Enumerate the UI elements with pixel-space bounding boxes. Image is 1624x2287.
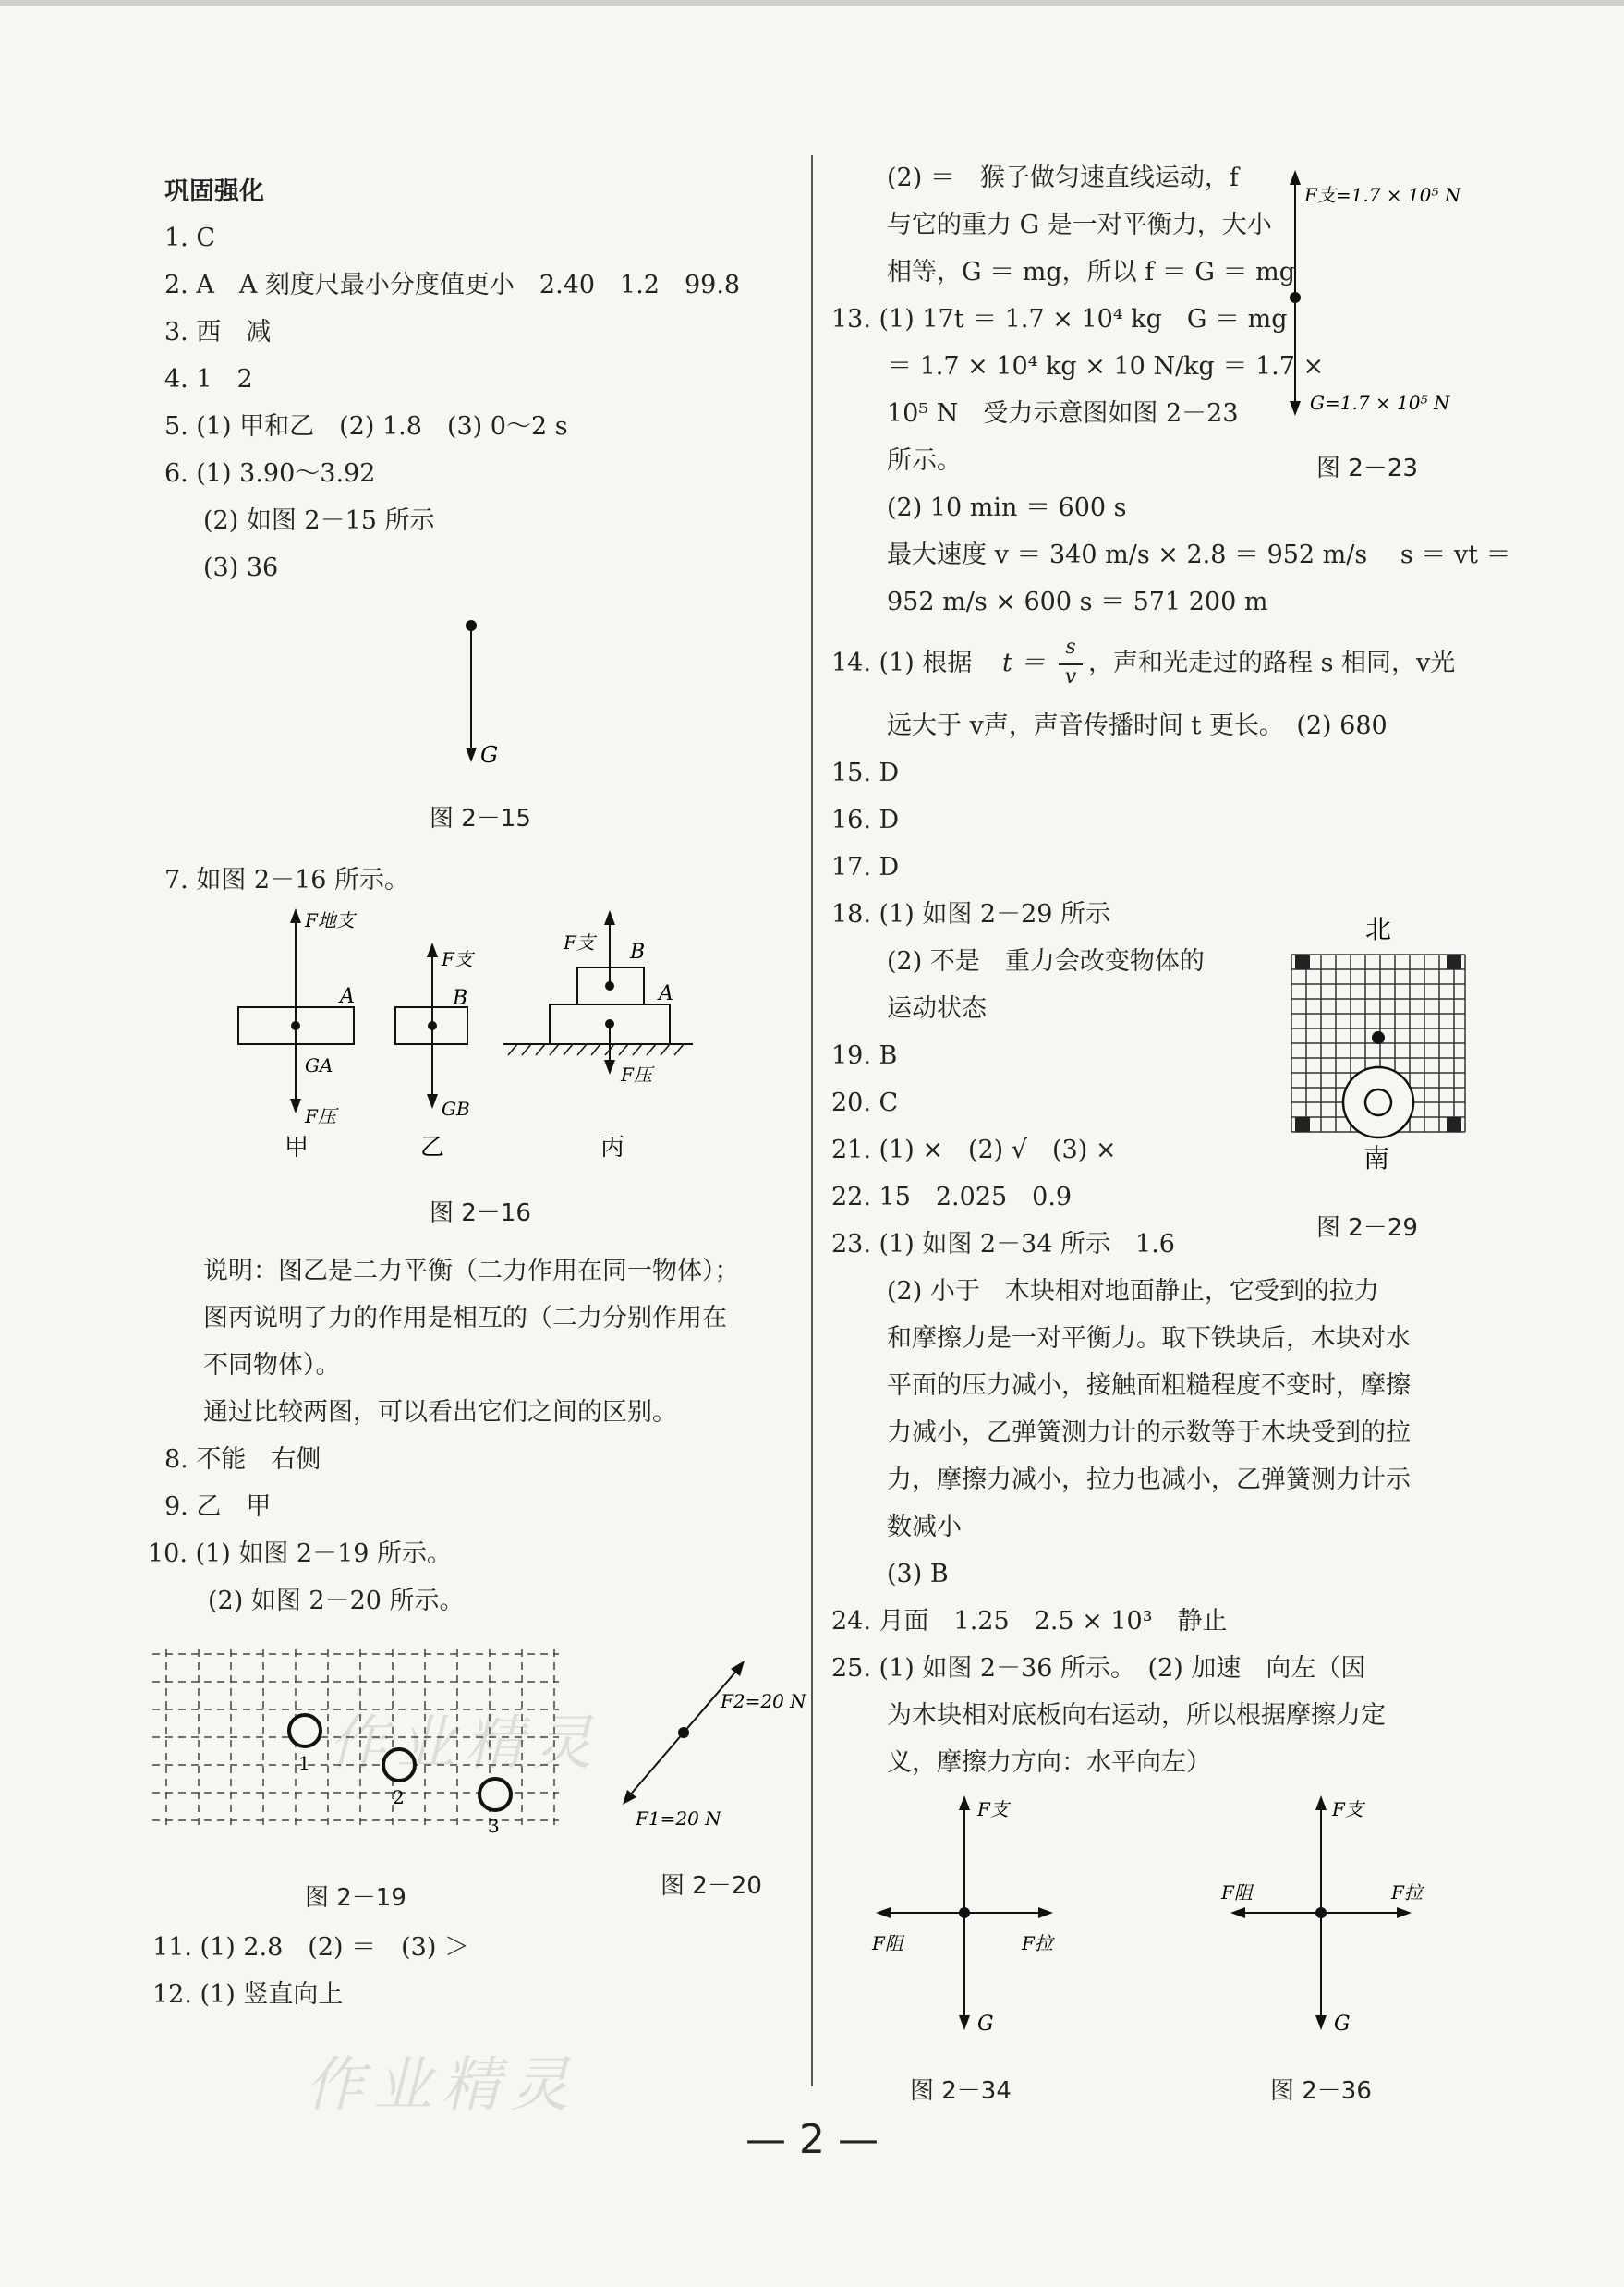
- answer-line: (3) 36: [203, 554, 279, 582]
- answer-line: 最大速度 v ＝ 340 m/s × 2.8 ＝ 952 m/s s ＝ vt ＝: [887, 541, 1511, 569]
- subfig-label: 丙: [600, 1134, 625, 1162]
- answer-line: 10. (1) 如图 2－19 所示。: [148, 1539, 453, 1568]
- answer-line: (2) 不是 重力会改变物体的: [887, 947, 1205, 976]
- arrow-head: [959, 1795, 970, 1810]
- explain-line: 通过比较两图，可以看出它们之间的区别。: [203, 1398, 677, 1427]
- answer-line: 力减小，乙弹簧测力计的示数等于木块受到的拉: [887, 1418, 1411, 1447]
- label-f-dizhi: F地支: [305, 909, 355, 931]
- point-marker: [1372, 1031, 1385, 1044]
- force-arrow-f1: [628, 1733, 684, 1797]
- label-f-zu: F阻: [872, 1932, 903, 1954]
- figure-2-23: [1284, 166, 1478, 434]
- corner-block: [1447, 1117, 1461, 1132]
- formula-t: t ＝: [1002, 649, 1046, 677]
- top-border: [0, 0, 1624, 6]
- answer-line: 2. A A 刻度尺最小分度值更小 2.40 1.2 99.8: [164, 271, 741, 299]
- answer-line: 数减小: [887, 1513, 962, 1541]
- arrow-head: [427, 1094, 438, 1109]
- arrow-head: [1315, 1795, 1327, 1810]
- answer-line: 17. D: [831, 853, 900, 882]
- answer-line: 15. D: [831, 759, 900, 787]
- answer-line: (2) 小于 木块相对地面静止，它受到的拉力: [887, 1277, 1379, 1306]
- answer-line: 19. B: [831, 1041, 898, 1070]
- answer-line: 24. 月面 1.25 2.5 × 10³ 静止: [831, 1607, 1228, 1636]
- figure-caption: 图 2－34: [910, 2077, 1012, 2105]
- arrow-head: [1397, 1907, 1412, 1918]
- subfig-label: 甲: [285, 1134, 309, 1162]
- answer-line: 8. 不能 右侧: [164, 1445, 321, 1474]
- ball-label: 1: [298, 1752, 310, 1774]
- label-ga: GA: [305, 1054, 333, 1077]
- label-f-zhi: F支: [564, 931, 595, 954]
- label-f-zhi: F支: [977, 1798, 1009, 1820]
- label-f-zhi: F支: [1332, 1798, 1363, 1820]
- answer-line: 4. 1 2: [164, 365, 253, 394]
- figure-2-20: [610, 1649, 813, 1843]
- answer-line: (2) 如图 2－20 所示。: [208, 1587, 465, 1615]
- answer-line: 1. C: [164, 224, 216, 252]
- answer-line: 6. (1) 3.90～3.92: [164, 459, 376, 488]
- figure-caption: 图 2－20: [661, 1872, 762, 1900]
- arrow-head: [1290, 170, 1301, 185]
- answer-line: (2) 10 min ＝ 600 s: [887, 493, 1127, 522]
- answer-line: 12. (1) 竖直向上: [152, 1980, 344, 2009]
- section-heading: 巩固强化: [164, 177, 264, 206]
- label-a: A: [659, 982, 673, 1005]
- figure-caption: 图 2－16: [430, 1199, 531, 1227]
- answer-line: 力，摩擦力减小，拉力也减小，乙弹簧测力计示: [887, 1466, 1411, 1494]
- answer-line: (3) B: [887, 1560, 949, 1588]
- label-gb: GB: [442, 1098, 470, 1120]
- ball-position-1: [289, 1715, 321, 1746]
- answer-line: 平面的压力减小，接触面粗糙程度不变时，摩擦: [887, 1371, 1411, 1400]
- watermark: 作业精灵: [328, 1709, 601, 1778]
- label-f-la: F拉: [1391, 1881, 1423, 1904]
- figure-caption: 图 2－19: [305, 1884, 406, 1912]
- answer-line: 14. (1) 根据: [831, 649, 973, 677]
- ball-label: 2: [393, 1786, 405, 1808]
- answer-line: 远大于 v声，声音传播时间 t 更长。 (2) 680: [887, 712, 1388, 740]
- label-g: G: [977, 2013, 994, 2036]
- explain-line: 不同物体）。: [203, 1351, 341, 1380]
- label-g: G: [480, 742, 499, 768]
- corner-block: [1295, 1117, 1310, 1132]
- answer-line: 7. 如图 2－16 所示。: [164, 866, 410, 894]
- label-f-la: F拉: [1022, 1932, 1053, 1954]
- answer-line: 所示。: [887, 446, 962, 475]
- ring-inner: [1365, 1089, 1391, 1115]
- figure-2-16: [231, 901, 785, 1169]
- arrow-head: [959, 2015, 970, 2030]
- answer-line: 13. (1) 17t ＝ 1.7 × 10⁴ kg G ＝ mg: [831, 305, 1288, 334]
- answer-line: 11. (1) 2.8 (2) ＝ (3) ＞: [152, 1933, 469, 1962]
- answer-line: 5. (1) 甲和乙 (2) 1.8 (3) 0～2 s: [164, 412, 568, 441]
- corner-block: [1295, 955, 1310, 969]
- answer-line: 23. (1) 如图 2－34 所示 1.6: [831, 1230, 1175, 1259]
- figure-caption: 图 2－36: [1270, 2077, 1372, 2105]
- answer-line: 与它的重力 G 是一对平衡力，大小: [887, 211, 1272, 239]
- figure-2-15: [443, 614, 536, 772]
- center-point: [1290, 292, 1301, 303]
- figure-2-34: [868, 1788, 1072, 2038]
- arrow-head: [466, 748, 477, 762]
- arrow-head: [290, 908, 301, 923]
- center-point: [678, 1727, 689, 1738]
- answer-line: 和摩擦力是一对平衡力。取下铁块后，木块对水: [887, 1324, 1411, 1353]
- label-f-zhi: F支: [442, 948, 473, 970]
- ground-hatching: [508, 1044, 684, 1055]
- answer-line: 运动状态: [887, 994, 987, 1023]
- fraction-denominator: v: [1064, 665, 1077, 688]
- corner-block: [1447, 955, 1461, 969]
- figure-2-29: [1284, 910, 1487, 1183]
- label-g: G: [1334, 2013, 1351, 2036]
- label-north: 北: [1365, 914, 1392, 944]
- answer-line: ，声和光走过的路程 s 相同，v光: [1088, 649, 1456, 677]
- label-f-ya: F压: [305, 1105, 336, 1127]
- answer-line: 3. 西 减: [164, 318, 272, 347]
- answer-line: (2) 如图 2－15 所示: [203, 506, 435, 535]
- answer-line: 18. (1) 如图 2－29 所示: [831, 900, 1111, 929]
- arrow-head: [876, 1907, 891, 1918]
- answer-line: 义，摩擦力方向：水平向左）: [887, 1748, 1211, 1777]
- center-point: [959, 1907, 970, 1918]
- label-f-zhi: F支=1.7 × 10⁵ N: [1304, 184, 1461, 206]
- arrow-head: [604, 1060, 615, 1075]
- label-b: B: [453, 987, 468, 1010]
- subfig-label: 乙: [420, 1134, 445, 1162]
- watermark: 作业精灵: [305, 2051, 578, 2120]
- label-f2: F2=20 N: [721, 1690, 806, 1712]
- answer-line: 20. C: [831, 1089, 899, 1117]
- label-f-ya: F压: [621, 1064, 652, 1086]
- figure-caption: 图 2－29: [1316, 1214, 1418, 1242]
- answer-line: 相等，G ＝ mg，所以 f ＝ G ＝ mg: [887, 258, 1295, 286]
- answer-line: 16. D: [831, 806, 900, 834]
- page-number: — 2 —: [745, 2116, 879, 2163]
- arrow-head: [290, 1099, 301, 1113]
- explain-line: 说明：图乙是二力平衡（二力作用在同一物体）；: [203, 1257, 740, 1285]
- answer-line: 21. (1) × (2) √ (3) ×: [831, 1136, 1117, 1164]
- label-g: G=1.7 × 10⁵ N: [1310, 392, 1450, 414]
- label-f1: F1=20 N: [636, 1807, 721, 1830]
- center-point: [1315, 1907, 1327, 1918]
- figure-caption: 图 2－23: [1316, 455, 1418, 482]
- fraction-numerator: s: [1065, 636, 1076, 659]
- answer-line: (2) ＝ 猴子做匀速直线运动，f: [887, 164, 1239, 192]
- arrow-head: [623, 1790, 636, 1805]
- arrow-head: [427, 943, 438, 957]
- ball-position-3: [479, 1779, 511, 1810]
- answer-line: 10⁵ N 受力示意图如图 2－23: [887, 399, 1239, 428]
- arrow-head: [1230, 1907, 1245, 1918]
- figure-2-36: [1219, 1788, 1441, 2038]
- answer-line: ＝ 1.7 × 10⁴ kg × 10 N/kg ＝ 1.7 ×: [887, 352, 1325, 381]
- figure-caption: 图 2－15: [430, 805, 531, 833]
- answer-line: 9. 乙 甲: [164, 1492, 272, 1521]
- arrow-head: [1290, 401, 1301, 416]
- arrow-head: [604, 910, 615, 925]
- answer-line: 952 m/s × 600 s ＝ 571 200 m: [887, 588, 1268, 616]
- answer-line: 25. (1) 如图 2－36 所示。 (2) 加速 向左（因: [831, 1654, 1366, 1683]
- arrow-head: [1315, 2015, 1327, 2030]
- ball-label: 3: [488, 1815, 500, 1837]
- arrow-head: [1038, 1907, 1053, 1918]
- answer-line: 为木块相对底板向右运动，所以根据摩擦力定: [887, 1701, 1386, 1730]
- explain-line: 图丙说明了力的作用是相互的（二力分别作用在: [203, 1304, 727, 1332]
- label-b: B: [630, 941, 646, 964]
- label-f-zu: F阻: [1221, 1881, 1253, 1904]
- label-a: A: [340, 985, 355, 1008]
- answer-line: 22. 15 2.025 0.9: [831, 1183, 1073, 1211]
- label-south: 南: [1363, 1143, 1390, 1174]
